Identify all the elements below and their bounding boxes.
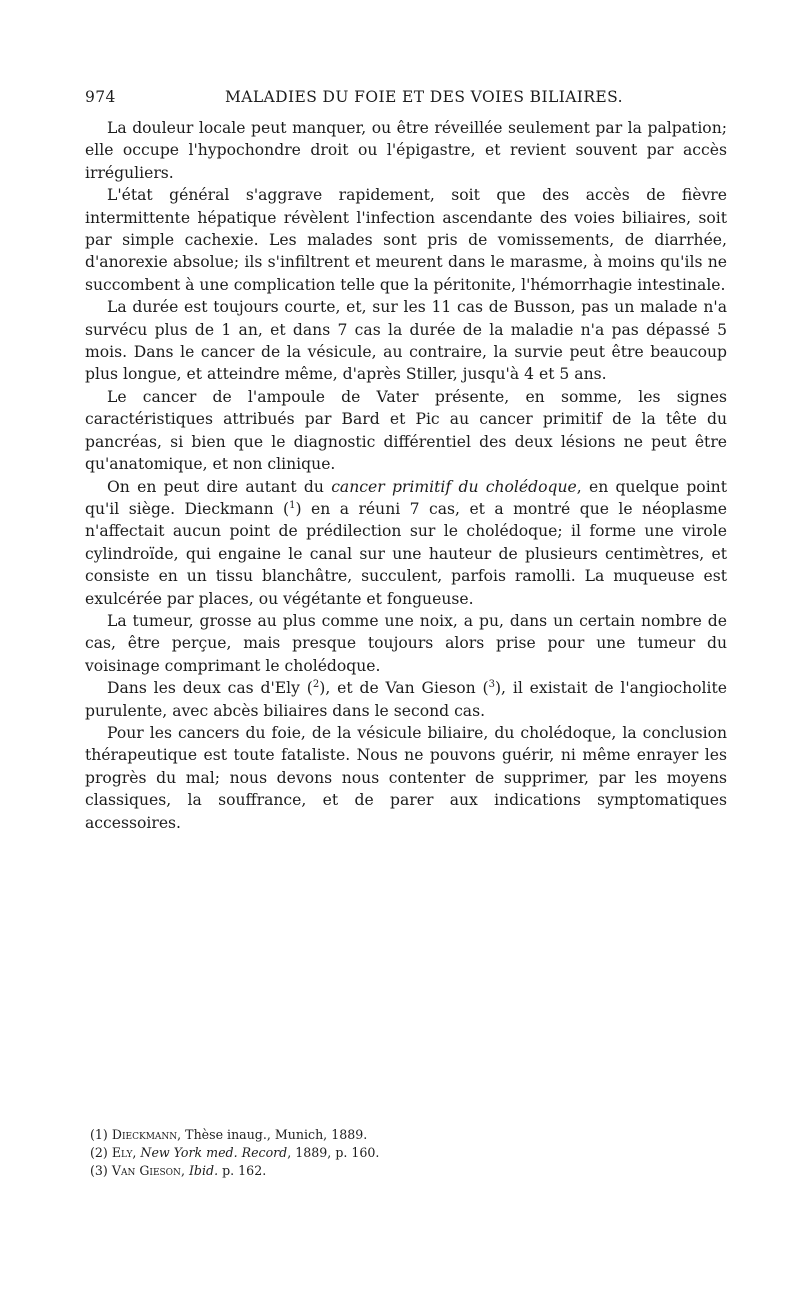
text-run: , en quelque point qu'il siège. Dieckmann ( (85, 477, 727, 518)
footnote-mark: (2) (90, 1145, 108, 1161)
paragraph: La douleur locale peut manquer, ou être réveillée seulement par la palpation; elle occupe l'hypochondre droit ou l'épigastre, et revient souvent par accès irréguliers. (85, 119, 727, 182)
paragraph: La tumeur, grosse au plus comme une noix, a pu, dans un certain nombre de cas, être perçue, mais presque toujours alors prise pour une tumeur du voisinage comprimant le cholédoque. (85, 611, 727, 675)
footnote-mark: (1) (90, 1127, 108, 1142)
text-run: On en peut dire autant du (107, 477, 332, 496)
footnote-source: Ibid. (188, 1163, 219, 1179)
footnotes (90, 1126, 720, 1181)
footnote-ref: 1 (289, 499, 296, 511)
footnote-text: , Thèse inaug., Munich, 1889. (177, 1127, 368, 1142)
emphasis: cancer primitif du cholédoque (331, 477, 577, 496)
text-run: Dans les deux cas d'Ely ( (107, 679, 313, 698)
footnote-ref: 3 (488, 678, 495, 690)
footnote-text: , 1889, p. 160. (287, 1145, 380, 1161)
footnote: (3) Van Gieson, Ibid. p. 162. (90, 1163, 267, 1179)
body-text (85, 117, 727, 834)
paragraph: La durée est toujours courte, et, sur les 11 cas de Busson, pas un malade n'a survécu plus de 1 an, et dans 7 cas la durée de la maladie n'a pas dépassé 5 mois. Dans le cancer de la vésicule, au contraire, la survie peut être beaucoup plus longue, et atteindre même, d'après Stiller, jusqu'à 4 et 5 ans. (85, 298, 727, 384)
footnote-author: Van Gieson (111, 1163, 181, 1179)
footnote: (2) Ely, New York med. Record, 1889, p. 160. (90, 1145, 380, 1161)
text-run: ) en a réuni 7 cas, et a montré que le néoplasme n'affectait aucun point de prédilection sur le cholédoque; il forme une virole cylindroïde, qui engaine le canal sur une hauteur de plusieurs centimètres, et consiste en un tissu blanchâtre, succulent, parfois ramolli. La muqueuse est exulcérée par places, ou végétante et fongueuse. (85, 499, 727, 608)
paragraph: L'état général s'aggrave rapidement, soit que des accès de fièvre intermittente hépatique révèlent l'infection ascendante des voies biliaires, soit par simple cachexie. Les malades sont pris de vomissements, de diarrhée, d'anorexie absolue; ils s'infiltrent et meurent dans le marasme, à moins qu'ils ne succombent à une complication telle que la péritonite, l'hémorrhagie intestinale. (85, 186, 727, 294)
page-number: 974 (85, 88, 116, 106)
paragraph (85, 476, 727, 610)
paragraph: Pour les cancers du foie, de la vésicule biliaire, du cholédoque, la conclusion thérapeutique est toute fataliste. Nous ne pouvons guérir, ni même enrayer les progrès du mal; nous devons nous contenter de supprimer, par les moyens classiques, la souffrance, et de parer aux indications symptomatiques accessoires. (85, 723, 727, 832)
footnote (90, 1126, 720, 1144)
text-run: ), il existait de l'angiocholite purulente, avec abcès biliaires dans le second cas. (85, 679, 727, 720)
paragraph (85, 677, 727, 722)
paragraph: Le cancer de l'ampoule de Vater présente, en somme, les signes caractéristiques attribués par Bard et Pic au cancer primitif de la tête du pancréas, si bien que le diagnostic différentiel des deux lésions ne peut être qu'anatomique, et non clinique. (85, 387, 727, 474)
footnote-author: Dieckmann (111, 1127, 178, 1142)
text-run: ), et de Van Gieson ( (319, 679, 489, 698)
footnote-mark: (3) (90, 1163, 108, 1179)
footnote-author: Ely (111, 1145, 133, 1161)
footnote-source: New York med. Record (140, 1145, 288, 1161)
footnote-text: p. 162. (218, 1163, 267, 1179)
footnote-ref: 2 (312, 678, 320, 690)
running-title: MALADIES DU FOIE ET DES VOIES BILIAIRES. (225, 88, 623, 106)
